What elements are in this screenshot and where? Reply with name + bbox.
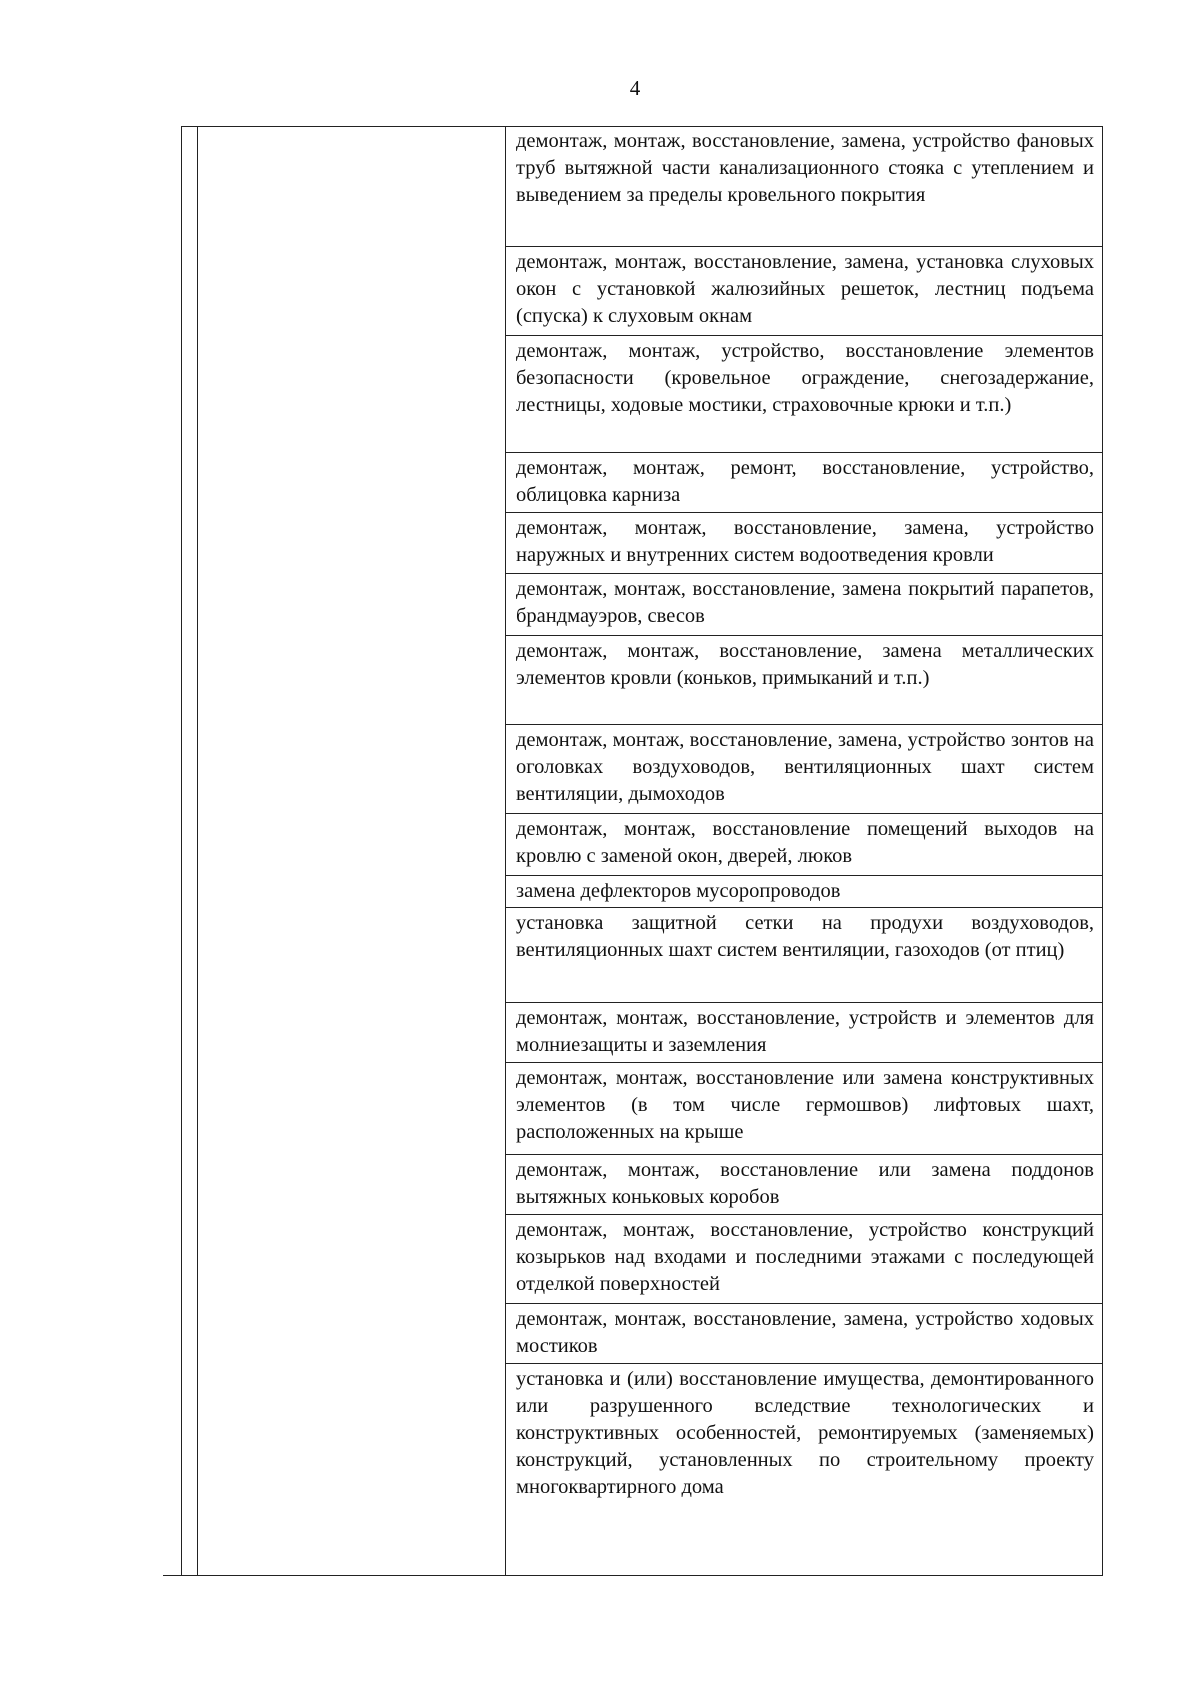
work-items-column xyxy=(505,126,1103,1576)
table-row: демонтаж, монтаж, восстановление или замена конструктивных элементов (в том числе гермошвов) лифтовых шахт, расположенных на крыше xyxy=(506,1063,1102,1155)
table-row: демонтаж, монтаж, восстановление помещений выходов на кровлю с заменой окон, дверей, люков xyxy=(506,814,1102,876)
page-number: 4 xyxy=(629,76,641,100)
table-column-border-1 xyxy=(181,126,182,1576)
table-row: замена дефлекторов мусоропроводов xyxy=(506,876,1102,908)
table-row: демонтаж, монтаж, устройство, восстановление элементов безопасности (кровельное ограждение, снегозадержание, лестницы, ходовые мостики, страховочные крюки и т.п.) xyxy=(506,336,1102,453)
table-row: демонтаж, монтаж, восстановление, замена покрытий парапетов, брандмауэров, свесов xyxy=(506,574,1102,636)
table-column-border-2 xyxy=(197,126,198,1576)
table-row: установка и (или) восстановление имущества, демонтированного или разрушенного вследствие технологических и конструктивных особенностей, ремонтируемых (заменяемых) конструкций, установленных по строительному проекту многоквартирного дома xyxy=(516,1368,1094,1498)
table-row: демонтаж, монтаж, восстановление, замена, устройство фановых труб вытяжной части канализационного стояка с утеплением и выведением за пределы кровельного покрытия xyxy=(506,126,1102,247)
table-row: демонтаж, монтаж, восстановление, устройств и элементов для молниезащиты и заземления xyxy=(506,1003,1102,1063)
table-row: демонтаж, монтаж, восстановление, замена металлических элементов кровли (коньков, примыканий и т.п.) xyxy=(506,636,1102,725)
table-row: демонтаж, монтаж, восстановление, замена, устройство наружных и внутренних систем водоотведения кровли xyxy=(506,513,1102,574)
table-row: демонтаж, монтаж, восстановление или замена поддонов вытяжных коньковых коробов xyxy=(506,1155,1102,1215)
table-row: демонтаж, монтаж, восстановление, замена, устройство ходовых мостиков xyxy=(506,1304,1102,1364)
table-row: демонтаж, монтаж, ремонт, восстановление, устройство, облицовка карниза xyxy=(506,453,1102,513)
works-table xyxy=(163,126,1103,1576)
table-row: демонтаж, монтаж, восстановление, замена, установка слуховых окон с установкой жалюзийных решеток, лестниц подъема (спуска) к слуховым окнам xyxy=(506,247,1102,336)
table-row: демонтаж, монтаж, восстановление, замена, устройство зонтов на оголовках воздуховодов, вентиляционных шахт систем вентиляции, дымоходов xyxy=(506,725,1102,814)
table-row: установка защитной сетки на продухи воздуховодов, вентиляционных шахт систем вентиляции, газоходов (от птиц) xyxy=(506,908,1102,1003)
table-row: демонтаж, монтаж, восстановление, устройство конструкций козырьков над входами и последними этажами с последующей отделкой поверхностей xyxy=(506,1215,1102,1304)
